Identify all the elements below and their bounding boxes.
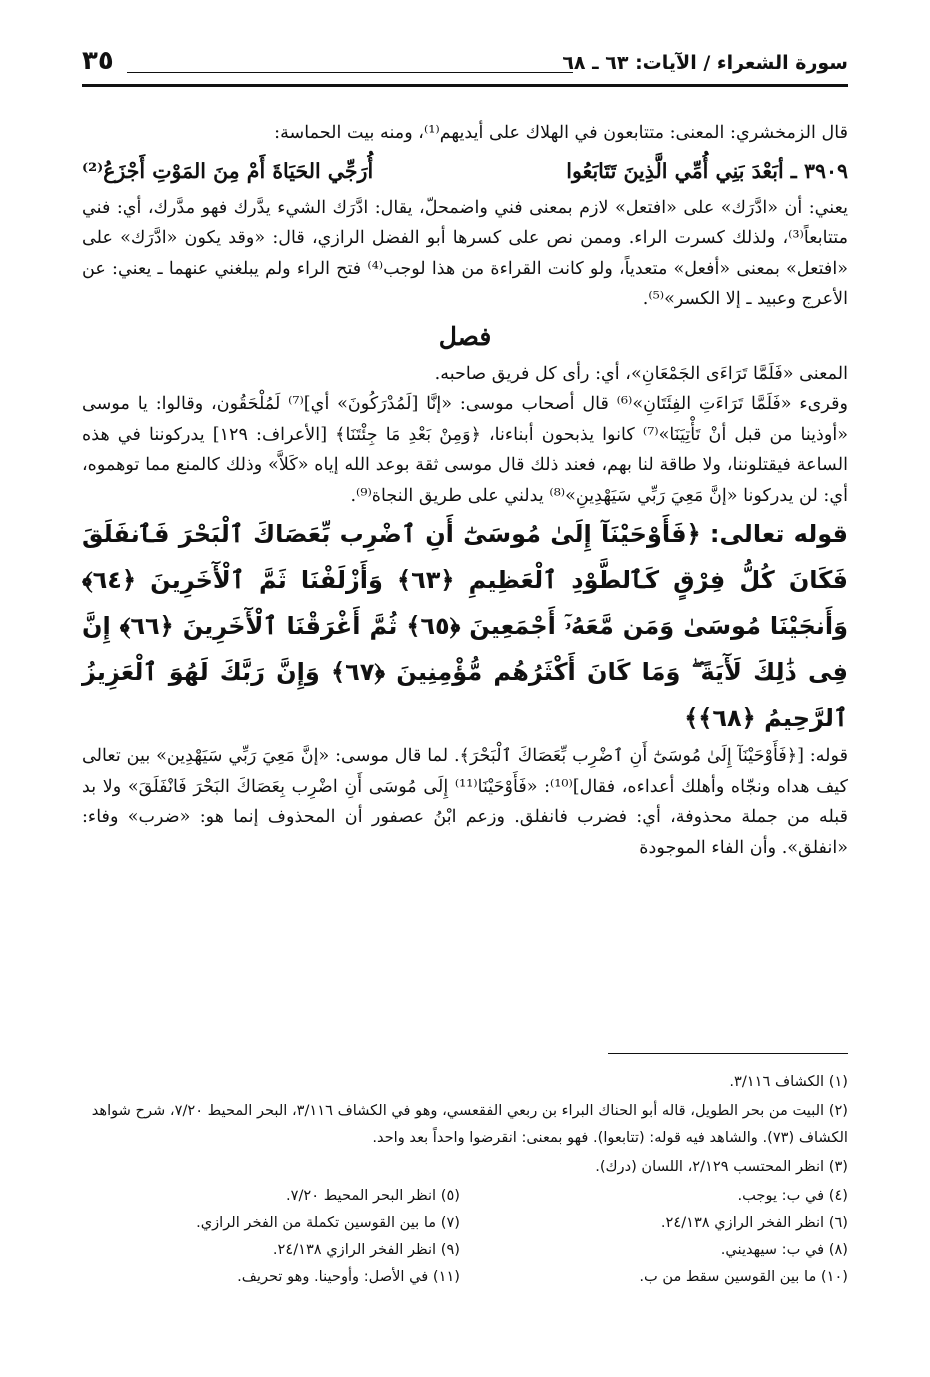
section-title: فصل [438,321,492,351]
paragraph-iddaraka: يعني: أن «ادَّرَك» على «افتعل» لازم بمعنى فني واضمحلّ، يقال: ادَّرَك الشيء يدَّرك فهو مدَّرك، أي: فني متتابعاً⁽³⁾، ولذلك كسرت الراء. وممن نص على كسرها أبو الفضل الرازي، قال: «وقد يكون «ادَّرَك» على «افتعل» بمعنى «أفعل» متعدياً، ولو كانت القراءة من هذا لوجب⁽⁴⁾ فتح الراء ولم يبلغني عنهما ـ يعني: عن الأعرج وعبيد ـ إلا الكسر»⁽⁵⁾. [82,197,848,309]
verse-second-hemistich: أُرَجِّي الحَيَاةَ أَمْ مِنَ المَوْتِ أَجْزَعُ⁽²⁾ [82,158,374,183]
verse-first-hemistich: ٣٩٠٩ ـ أبَعْدَ بَنِي أُمِّي الَّذِينَ تَتَابَعُوا [566,158,848,183]
footnote-10: (١٠) ما بين القوسين سقط من ب. [639,1268,848,1285]
footnote-9: (٩) انظر الفخر الرازي ٢٤/١٣٨. [272,1241,460,1258]
footnote-8: (٨) في ب: سيهديني. [720,1241,848,1258]
paragraph-meaning: المعنى «فَلَمَّا تَرَاءَى الجَمْعَانِ»، أي: رأى كل فريق صاحبه. [434,363,848,384]
footnotes [82,1068,848,1290]
poetry-verse [82,151,848,191]
footnote-4: (٤) في ب: يوجب. [737,1187,848,1204]
footnote-2: (٢) البيت من بحر الطويل، قاله أبو الحناك البراء بن ربعي الفقعسي، وهو في الكشاف ٣/١١٦، البحر المحيط ٧/٢٠، شرح شواهد الكشاف (٧٣). والشاهد فيه قوله: (تتابعوا). فهو بمعنى: انقرضوا واحداً بعد واحد. [91,1102,848,1146]
header-fill-rule [127,72,573,73]
page-number: ٣٥ [82,46,114,76]
footnote-grid [82,1182,848,1290]
header-rule [82,84,848,87]
footnote-3: (٣) انظر المحتسب ٢/١٢٩، اللسان (درك). [595,1158,848,1175]
footnote-5: (٥) انظر البحر المحيط ٧/٢٠. [285,1187,460,1204]
quran-passage: قوله تعالى: ﴿فَأَوْحَيْنَآ إِلَىٰ مُوسَىٰٓ أَنِ ٱضْرِب بِّعَصَاكَ ٱلْبَحْرَ فَٱنفَلَقَ فَكَانَ كُلُّ فِرْقٍ كَٱلطَّوْدِ ٱلْعَظِيمِ ﴿٦٣﴾ وَأَزْلَفْنَا ثَمَّ ٱلْأٓخَرِينَ ﴿٦٤﴾ وَأَنجَيْنَا مُوسَىٰ وَمَن مَّعَهُۥٓ أَجْمَعِينَ ﴿٦٥﴾ ثُمَّ أَغْرَقْنَا ٱلْأٓخَرِينَ ﴿٦٦﴾ إِنَّ فِى ذَٰلِكَ لَأٓيَةً ۖ وَمَا كَانَ أَكْثَرُهُم مُّؤْمِنِينَ ﴿٦٧﴾ وَإِنَّ رَبَّكَ لَهُوَ ٱلْعَزِيزُ ٱلرَّحِيمُ ﴿٦٨﴾﴾ [82,520,848,732]
footnote-11: (١١) في الأصل: وأوحينا. وهو تحريف. [237,1268,460,1285]
footnote-6: (٦) انظر الفخر الرازي ٢٤/١٣٨. [660,1214,848,1231]
main-text [82,118,848,863]
footnote-1: (١) الكشاف ٣/١١٦. [729,1073,848,1090]
running-header [82,46,848,86]
footnote-separator [608,1053,848,1054]
paragraph-zamakhshari: قال الزمخشري: المعنى: متتابعون في الهلاك على أيديهم⁽¹⁾، ومنه بيت الحماسة: [274,123,848,143]
header-title: سورة الشعراء / الآيات: ٦٣ ـ ٦٨ [562,52,848,74]
paragraph-reading: وقرىء «فَلَمَّا تَرَاءَتِ الفِئَتَانِ»⁽⁶⁾ قال أصحاب موسى: «إنَّا [لَمُدْرَكُونَ» أي]⁽⁷⁾ لَمُلْحَقُون، وقالوا: يا موسى «أوذينا من قبل أنْ تَأْتِيَنَا»⁽⁷⁾ كانوا يذبحون أبناءنا، ﴿وَمِنْ بَعْدِ مَا جِئْتَنَا﴾ [الأعراف: ١٢٩] يدركوننا في هذه الساعة فيقتلوننا، ولا طاقة لنا بهم، فعند ذلك قال موسى ثقة بوعد الله إياه «كَلاَّ» وذلك كالمنع مما توهموه، أي: لن يدركونا «إنَّ مَعِيَ رَبِّي سَيَهْدِينِ»⁽⁸⁾ يدلني على طريق النجاة⁽⁹⁾. [82,394,849,506]
footnote-7: (٧) ما بين القوسين تكملة من الفخر الرازي. [196,1214,460,1231]
paragraph-commentary: قوله: [﴿فَأَوْحَيْنَآ إِلَىٰ مُوسَىٰٓ أَنِ ٱضْرِب بِّعَصَاكَ ٱلْبَحْرَ﴾. لما قال موسى: «إنَّ مَعِيَ رَبِّي سَيَهْدِين» بين تعالى كيف هداه ونجّاه وأهلك أعداءه، فقال]⁽¹⁰⁾: «فَأَوْحَيْنَا⁽¹¹⁾ إِلَى مُوسَى أَنِ اضْرِب بِعَصَاكَ البَحْرَ فَانْفَلَقَ» ولا بد قبله من جملة محذوفة، أي: فضرب فانفلق. وزعم ابْنُ عصفور أن المحذوف إنما هو: «ضرب» وفاء: «انفلق». وأن الفاء الموجودة [82,746,848,858]
